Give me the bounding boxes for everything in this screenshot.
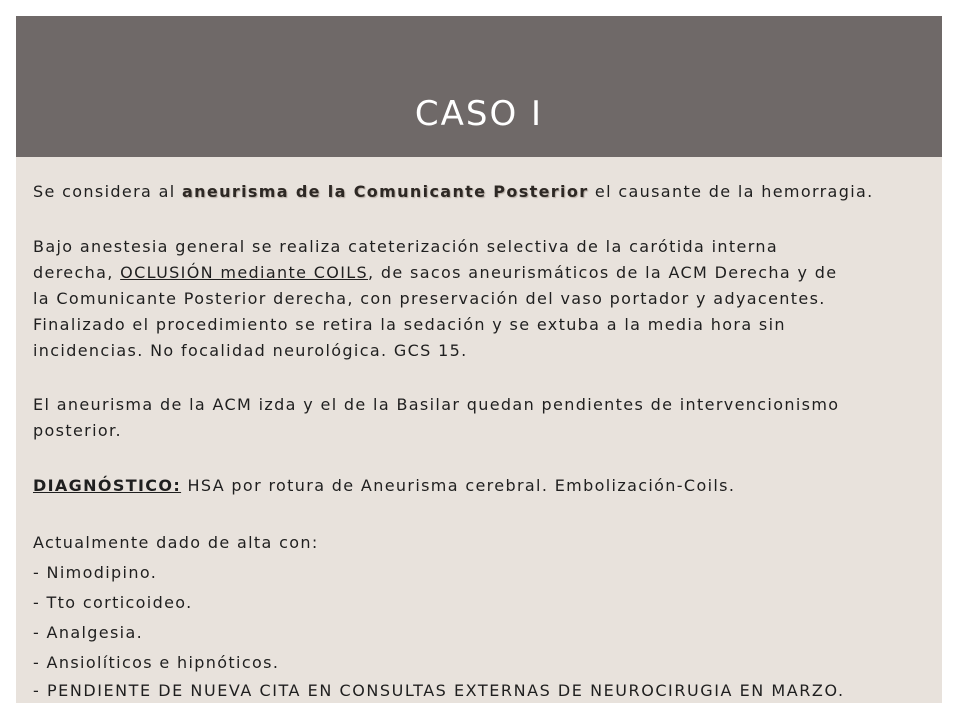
procedure-line-2 <box>33 260 837 286</box>
discharge-item-nimodipino: - Nimodipino. <box>33 563 158 582</box>
discharge-item-analgesia: - Analgesia. <box>33 623 144 642</box>
procedure-occlusion-emphasis: OCLUSIÓN mediante COILS <box>120 263 369 282</box>
pending-line-2: posterior. <box>33 421 122 440</box>
paragraph-cause <box>33 179 874 205</box>
cause-suffix: el causante de la hemorragia. <box>588 182 874 201</box>
cause-emphasis: aneurisma de la Comunicante Posterior <box>182 182 589 201</box>
procedure-line-3: la Comunicante Posterior derecha, con preservación del vaso portador y adyacentes. <box>33 289 826 308</box>
content-panel <box>16 157 942 703</box>
procedure-line-4: Finalizado el procedimiento se retira la sedación y se extuba a la media hora sin <box>33 315 786 334</box>
discharge-item-ansioliticos: - Ansiolíticos e hipnóticos. <box>33 653 280 672</box>
discharge-item-pendiente: - PENDIENTE DE NUEVA CITA EN CONSULTAS EXTERNAS DE NEUROCIRUGIA EN MARZO. <box>33 681 845 700</box>
cause-prefix: Se considera al <box>33 182 182 201</box>
diagnosis-text: HSA por rotura de Aneurisma cerebral. Embolización-Coils. <box>181 476 736 495</box>
slide-title: CASO I <box>414 94 544 134</box>
diagnosis-line <box>33 473 735 499</box>
procedure-line-2-suffix: , de sacos aneurismáticos de la ACM Derecha y de <box>368 263 838 282</box>
pending-line-1: El aneurisma de la ACM izda y el de la Basilar quedan pendientes de intervencionismo <box>33 395 840 414</box>
title-band <box>16 16 942 157</box>
procedure-line-2-prefix: derecha, <box>33 263 121 282</box>
diagnosis-label: DIAGNÓSTICO: <box>33 476 182 495</box>
discharge-heading: Actualmente dado de alta con: <box>33 533 319 552</box>
procedure-line-1: Bajo anestesia general se realiza cateterización selectiva de la carótida interna <box>33 237 778 256</box>
discharge-item-corticoideo: - Tto corticoideo. <box>33 593 193 612</box>
procedure-line-5: incidencias. No focalidad neurológica. GCS 15. <box>33 341 468 360</box>
